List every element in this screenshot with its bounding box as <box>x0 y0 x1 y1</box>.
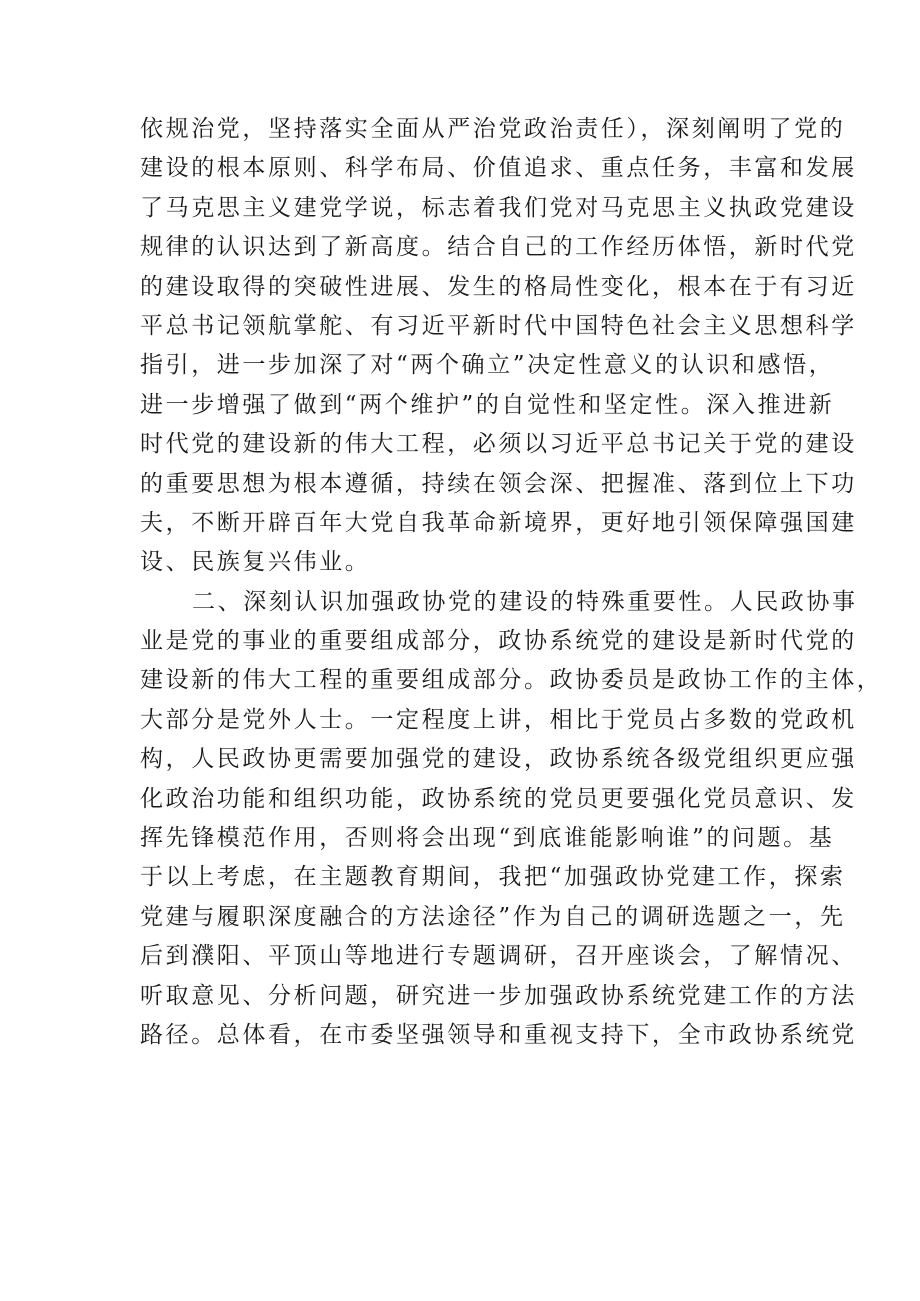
text-line: 的重要思想为根本遵循，持续在领会深、把握准、落到位上下功 <box>140 470 857 497</box>
text-line: 建设新的伟大工程的重要组成部分。政协委员是政协工作的主体， <box>140 667 883 694</box>
text-line: 规律的认识达到了新高度。结合自己的工作经历体悟，新时代党 <box>140 234 857 261</box>
text-line: 听取意见、分析问题，研究进一步加强政协系统党建工作的方法 <box>140 982 857 1009</box>
text-line: 化政治功能和组织功能，政协系统的党员更要强化党员意识、发 <box>140 785 857 812</box>
document-body <box>140 110 883 1055</box>
text-line: 了马克思主义建党学说，标志着我们党对马克思主义执政党建设 <box>140 194 857 221</box>
text-line: 建设的根本原则、科学布局、价值追求、重点任务，丰富和发展 <box>140 155 857 182</box>
paragraph-1 <box>140 110 857 583</box>
text-line: 于以上考虑，在主题教育期间，我把“加强政协党建工作，探索 <box>140 864 846 891</box>
text-line: 业是党的事业的重要组成部分，政协系统党的建设是新时代党的 <box>140 628 857 655</box>
text-line: 平总书记领航掌舵、有习近平新时代中国特色社会主义思想科学 <box>140 312 857 339</box>
text-line: 设、民族复兴伟业。 <box>140 549 371 576</box>
text-line: 指引，进一步加深了对“两个确立”决定性意义的认识和感悟， <box>140 352 835 379</box>
text-line: 进一步增强了做到“两个维护”的自觉性和坚定性。深入推进新 <box>140 391 835 418</box>
text-line: 依规治党，坚持落实全面从严治党政治责任），深刻阐明了党的 <box>140 116 846 142</box>
text-line: 后到濮阳、平顶山等地进行专题调研，召开座谈会，了解情况、 <box>140 943 857 970</box>
text-line: 构，人民政协更需要加强党的建设，政协系统各级党组织更应强 <box>140 746 857 773</box>
text-line: 的建设取得的突破性进展、发生的格局性变化，根本在于有习近 <box>140 273 857 300</box>
text-line: 路径。总体看，在市委坚强领导和重视支持下，全市政协系统党 <box>140 1021 857 1048</box>
text-line: 二、深刻认识加强政协党的建设的特殊重要性。人民政协事 <box>192 588 858 615</box>
text-line: 党建与履职深度融合的方法途径”作为自己的调研选题之一，先 <box>140 903 846 930</box>
text-line: 挥先锋模范作用，否则将会出现“到底谁能影响谁”的问题。基 <box>140 825 835 852</box>
text-line: 夫，不断开辟百年大党自我革命新境界，更好地引领保障强国建 <box>140 509 857 536</box>
text-line: 时代党的建设新的伟大工程，必须以习近平总书记关于党的建设 <box>140 431 857 458</box>
text-line: 大部分是党外人士。一定程度上讲，相比于党员占多数的党政机 <box>140 706 857 733</box>
paragraph-2 <box>140 583 883 1056</box>
